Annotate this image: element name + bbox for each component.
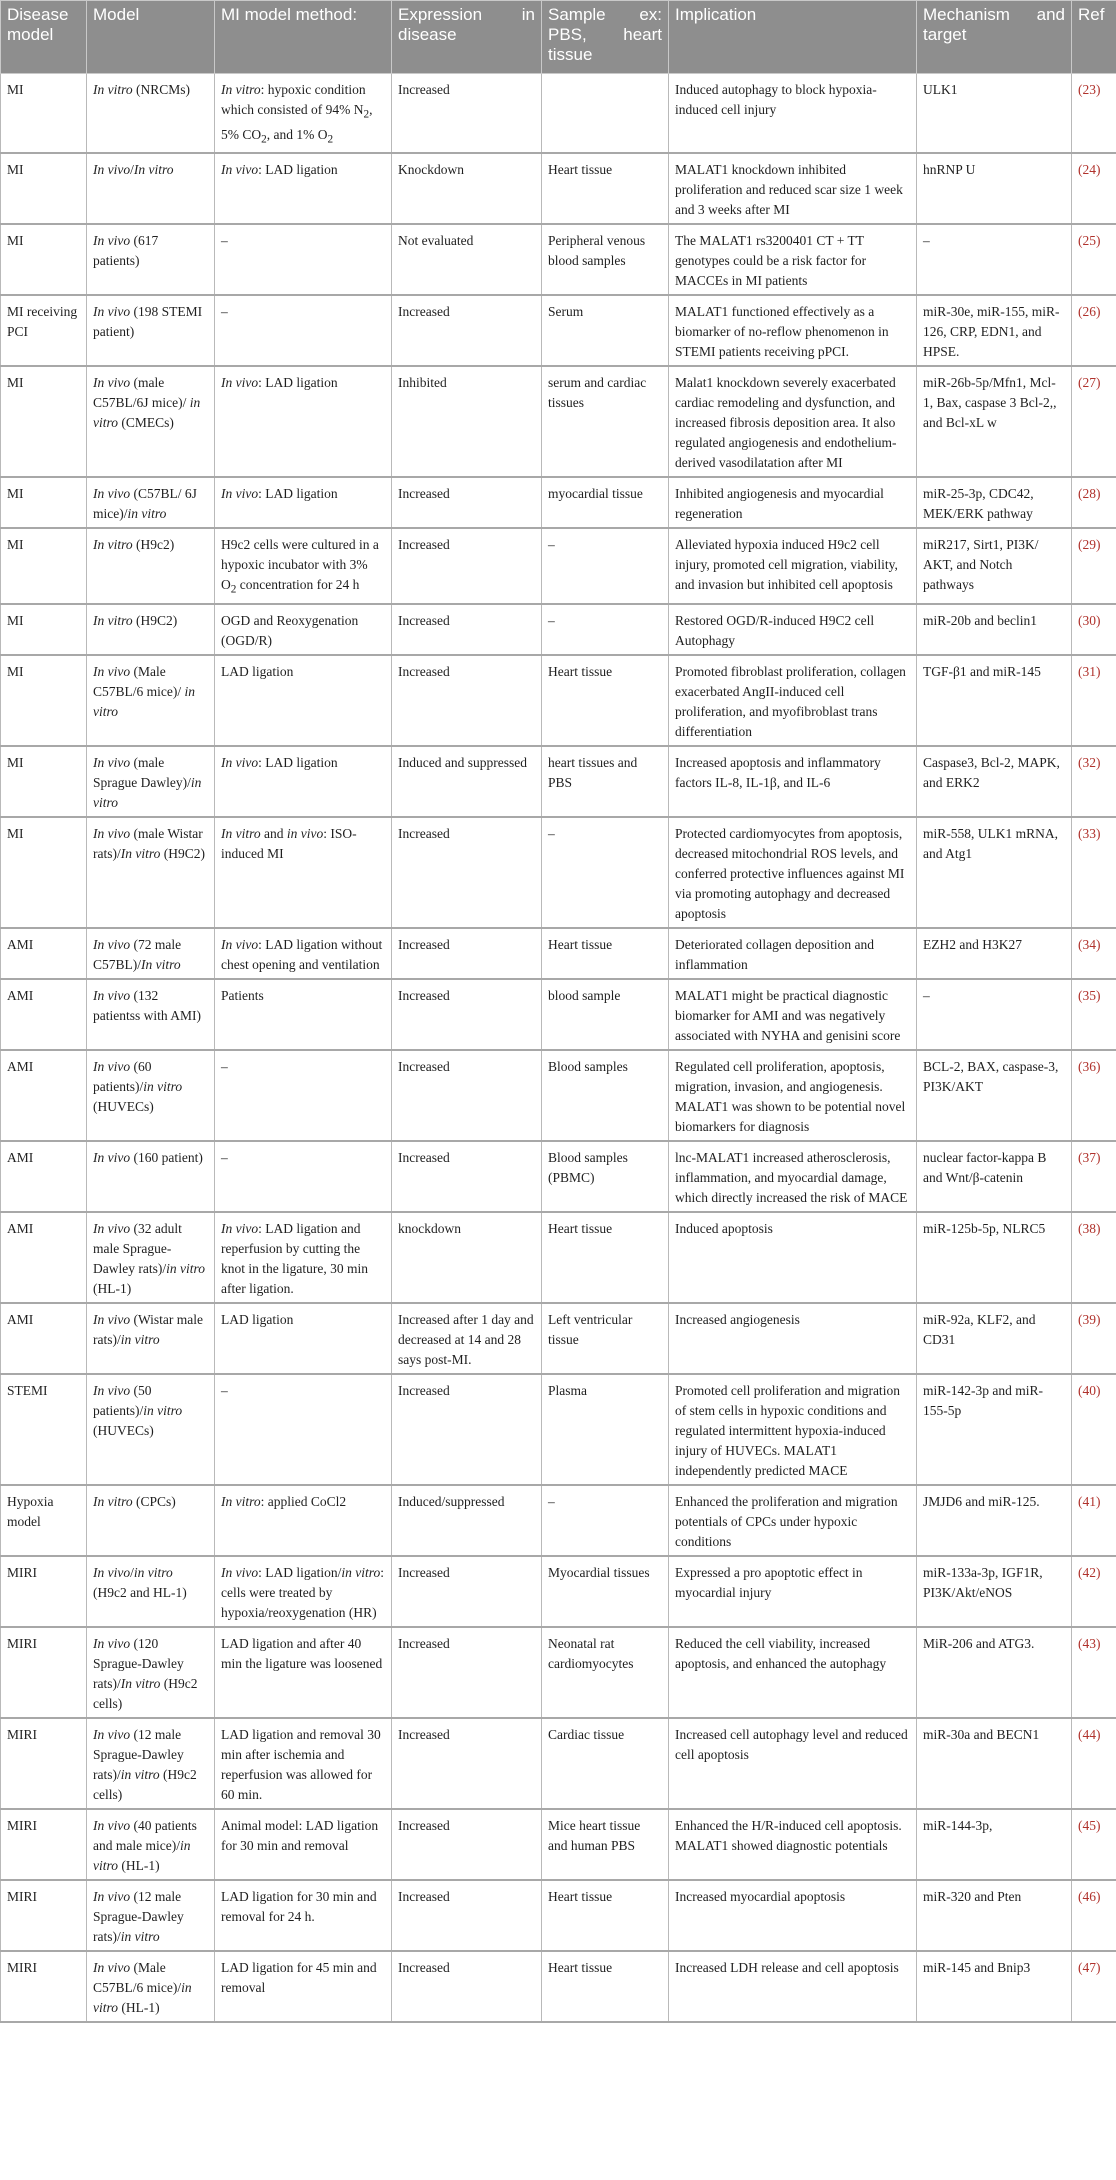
table-row <box>1 153 1116 224</box>
table-row <box>1 1303 1116 1374</box>
cell-mechanism: TGF-β1 and miR-145 <box>917 655 1072 746</box>
cell-sample: Heart tissue <box>542 1880 669 1951</box>
cell-mi-method: In vivo: LAD ligation <box>215 153 392 224</box>
cell-ref[interactable]: (37) <box>1072 1141 1116 1212</box>
cell-disease-model: Hypoxia model <box>1 1485 87 1556</box>
cell-implication: Enhanced the H/R-induced cell apoptosis. MALAT1 showed diagnostic potentials <box>669 1809 917 1880</box>
cell-sample: heart tissues and PBS <box>542 746 669 817</box>
table-row <box>1 1718 1116 1809</box>
cell-expression: Increased <box>392 928 542 979</box>
cell-disease-model: MI <box>1 224 87 295</box>
cell-mi-method: OGD and Reoxygenation (OGD/R) <box>215 604 392 655</box>
cell-implication: Induced apoptosis <box>669 1212 917 1303</box>
cell-mechanism: miR-133a-3p, IGF1R, PI3K/Akt/eNOS <box>917 1556 1072 1627</box>
cell-ref[interactable]: (43) <box>1072 1627 1116 1718</box>
cell-mi-method: – <box>215 1141 392 1212</box>
cell-mi-method: In vivo: LAD ligation without chest opening and ventilation <box>215 928 392 979</box>
cell-implication: Increased myocardial apoptosis <box>669 1880 917 1951</box>
cell-disease-model: AMI <box>1 1141 87 1212</box>
cell-mechanism: EZH2 and H3K27 <box>917 928 1072 979</box>
cell-expression: Increased <box>392 1556 542 1627</box>
cell-mechanism: Caspase3, Bcl-2, MAPK, and ERK2 <box>917 746 1072 817</box>
cell-mi-method: In vivo: LAD ligation and reperfusion by cutting the knot in the ligature, 30 min after ligation. <box>215 1212 392 1303</box>
cell-sample: Heart tissue <box>542 655 669 746</box>
cell-ref[interactable]: (26) <box>1072 295 1116 366</box>
cell-mechanism: miR-30e, miR-155, miR-126, CRP, EDN1, and HPSE. <box>917 295 1072 366</box>
cell-sample <box>542 74 669 154</box>
table-row <box>1 224 1116 295</box>
cell-sample: Serum <box>542 295 669 366</box>
cell-expression: Increased <box>392 604 542 655</box>
cell-disease-model: MI <box>1 74 87 154</box>
cell-mi-method: LAD ligation for 30 min and removal for 24 h. <box>215 1880 392 1951</box>
cell-mi-method: – <box>215 295 392 366</box>
cell-sample: – <box>542 604 669 655</box>
cell-mechanism: miR-558, ULK1 mRNA, and Atg1 <box>917 817 1072 928</box>
cell-model: In vivo (60 patients)/in vitro (HUVECs) <box>87 1050 215 1141</box>
cell-model: In vitro (H9c2) <box>87 528 215 604</box>
table-row <box>1 477 1116 528</box>
cell-implication: MALAT1 might be practical diagnostic biomarker for AMI and was negatively associated with NYHA and genisini score <box>669 979 917 1050</box>
cell-mechanism: – <box>917 979 1072 1050</box>
cell-sample: Heart tissue <box>542 1212 669 1303</box>
cell-disease-model: MI <box>1 528 87 604</box>
cell-expression: Increased <box>392 1880 542 1951</box>
cell-ref[interactable]: (42) <box>1072 1556 1116 1627</box>
header-implication: Implication <box>669 1 917 74</box>
cell-ref[interactable]: (27) <box>1072 366 1116 477</box>
cell-mechanism: miR-144-3p, <box>917 1809 1072 1880</box>
header-ref: Ref <box>1072 1 1116 74</box>
table-row <box>1 1374 1116 1485</box>
header-expression: Expression in disease <box>392 1 542 74</box>
cell-ref[interactable]: (47) <box>1072 1951 1116 2022</box>
cell-implication: Increased apoptosis and inflammatory factors IL-8, IL-1β, and IL-6 <box>669 746 917 817</box>
table-row <box>1 928 1116 979</box>
cell-mechanism: MiR-206 and ATG3. <box>917 1627 1072 1718</box>
cell-model: In vivo/in vitro (H9c2 and HL-1) <box>87 1556 215 1627</box>
cell-mechanism: miR-320 and Pten <box>917 1880 1072 1951</box>
cell-model: In vivo (male C57BL/6J mice)/ in vitro (CMECs) <box>87 366 215 477</box>
cell-model: In vivo (C57BL/ 6J mice)/in vitro <box>87 477 215 528</box>
cell-mechanism: miR-125b-5p, NLRC5 <box>917 1212 1072 1303</box>
cell-mechanism: ULK1 <box>917 74 1072 154</box>
cell-implication: MALAT1 functioned effectively as a biomarker of no-reflow phenomenon in STEMI patients receiving pPCI. <box>669 295 917 366</box>
cell-expression: Knockdown <box>392 153 542 224</box>
cell-sample: Heart tissue <box>542 153 669 224</box>
cell-mechanism: – <box>917 224 1072 295</box>
cell-implication: Enhanced the proliferation and migration potentials of CPCs under hypoxic conditions <box>669 1485 917 1556</box>
cell-mechanism: miR-92a, KLF2, and CD31 <box>917 1303 1072 1374</box>
cell-mechanism: hnRNP U <box>917 153 1072 224</box>
cell-disease-model: MI <box>1 817 87 928</box>
table-row <box>1 1141 1116 1212</box>
cell-model: In vivo/In vitro <box>87 153 215 224</box>
cell-implication: Inhibited angiogenesis and myocardial regeneration <box>669 477 917 528</box>
cell-disease-model: MI <box>1 604 87 655</box>
cell-ref[interactable]: (36) <box>1072 1050 1116 1141</box>
cell-ref[interactable]: (28) <box>1072 477 1116 528</box>
cell-implication: Increased LDH release and cell apoptosis <box>669 1951 917 2022</box>
cell-expression: Increased <box>392 1374 542 1485</box>
cell-disease-model: AMI <box>1 1050 87 1141</box>
cell-ref[interactable]: (44) <box>1072 1718 1116 1809</box>
cell-disease-model: MIRI <box>1 1718 87 1809</box>
cell-disease-model: MIRI <box>1 1556 87 1627</box>
table-row <box>1 295 1116 366</box>
cell-disease-model: AMI <box>1 1303 87 1374</box>
cell-sample: Mice heart tissue and human PBS <box>542 1809 669 1880</box>
cell-disease-model: MI <box>1 655 87 746</box>
cell-disease-model: MIRI <box>1 1880 87 1951</box>
cell-expression: Increased <box>392 1718 542 1809</box>
table-row <box>1 1212 1116 1303</box>
cell-mi-method: In vitro and in vivo: ISO-induced MI <box>215 817 392 928</box>
cell-expression: Increased <box>392 477 542 528</box>
cell-expression: Increased <box>392 979 542 1050</box>
cell-sample: serum and cardiac tissues <box>542 366 669 477</box>
cell-ref[interactable]: (33) <box>1072 817 1116 928</box>
cell-disease-model: MI <box>1 477 87 528</box>
cell-sample: Cardiac tissue <box>542 1718 669 1809</box>
cell-implication: Induced autophagy to block hypoxia-induced cell injury <box>669 74 917 154</box>
cell-disease-model: AMI <box>1 1212 87 1303</box>
cell-implication: Restored OGD/R-induced H9C2 cell Autophagy <box>669 604 917 655</box>
cell-mechanism: nuclear factor-kappa B and Wnt/β-catenin <box>917 1141 1072 1212</box>
cell-mi-method: – <box>215 1050 392 1141</box>
table-body <box>1 74 1116 2023</box>
cell-expression: Induced/suppressed <box>392 1485 542 1556</box>
cell-expression: Induced and suppressed <box>392 746 542 817</box>
cell-disease-model: MI <box>1 366 87 477</box>
table-row <box>1 1951 1116 2022</box>
cell-model: In vivo (12 male Sprague-Dawley rats)/in vitro (H9c2 cells) <box>87 1718 215 1809</box>
cell-implication: The MALAT1 rs3200401 CT + TT genotypes could be a risk factor for MACCEs in MI patients <box>669 224 917 295</box>
cell-mi-method: In vivo: LAD ligation <box>215 366 392 477</box>
cell-ref[interactable]: (32) <box>1072 746 1116 817</box>
cell-implication: Malat1 knockdown severely exacerbated cardiac remodeling and dysfunction, and increased fibrosis deposition area. It also regulated angiogenesis and endothelium-derived vasodilatation after MI <box>669 366 917 477</box>
cell-model: In vivo (32 adult male Sprague-Dawley rats)/in vitro (HL-1) <box>87 1212 215 1303</box>
cell-disease-model: MIRI <box>1 1809 87 1880</box>
cell-mechanism: miR217, Sirt1, PI3K/ AKT, and Notch pathways <box>917 528 1072 604</box>
cell-implication: lnc-MALAT1 increased atherosclerosis, inflammation, and myocardial damage, which directly increased the risk of MACE <box>669 1141 917 1212</box>
cell-mechanism: JMJD6 and miR-125. <box>917 1485 1072 1556</box>
cell-mi-method: In vitro: applied CoCl2 <box>215 1485 392 1556</box>
table-row <box>1 1880 1116 1951</box>
cell-disease-model: STEMI <box>1 1374 87 1485</box>
cell-model: In vivo (male Sprague Dawley)/in vitro <box>87 746 215 817</box>
cell-sample: Heart tissue <box>542 1951 669 2022</box>
cell-disease-model: MIRI <box>1 1627 87 1718</box>
cell-ref[interactable]: (40) <box>1072 1374 1116 1485</box>
table-row <box>1 1485 1116 1556</box>
header-disease-model: Disease model <box>1 1 87 74</box>
cell-sample: Neonatal rat cardiomyocytes <box>542 1627 669 1718</box>
cell-disease-model: MIRI <box>1 1951 87 2022</box>
cell-ref[interactable]: (35) <box>1072 979 1116 1050</box>
cell-model: In vivo (72 male C57BL)/In vitro <box>87 928 215 979</box>
cell-disease-model: AMI <box>1 979 87 1050</box>
header-mi-method: MI model method: <box>215 1 392 74</box>
cell-sample: myocardial tissue <box>542 477 669 528</box>
cell-mi-method: LAD ligation and after 40 min the ligature was loosened <box>215 1627 392 1718</box>
cell-sample: – <box>542 817 669 928</box>
table-row <box>1 1050 1116 1141</box>
cell-disease-model: MI <box>1 746 87 817</box>
cell-sample: Blood samples <box>542 1050 669 1141</box>
cell-sample: Plasma <box>542 1374 669 1485</box>
cell-implication: Increased angiogenesis <box>669 1303 917 1374</box>
cell-implication: Alleviated hypoxia induced H9c2 cell injury, promoted cell migration, viability, and invasion but inhibited cell apoptosis <box>669 528 917 604</box>
table-row <box>1 528 1116 604</box>
cell-implication: Reduced the cell viability, increased apoptosis, and enhanced the autophagy <box>669 1627 917 1718</box>
cell-implication: Protected cardiomyocytes from apoptosis, decreased mitochondrial ROS levels, and conferred protective influences against MI via promoting autophagy and decreased apoptosis <box>669 817 917 928</box>
cell-mechanism: BCL-2, BAX, caspase-3, PI3K/AKT <box>917 1050 1072 1141</box>
table-row <box>1 604 1116 655</box>
cell-mi-method: LAD ligation for 45 min and removal <box>215 1951 392 2022</box>
cell-ref[interactable]: (39) <box>1072 1303 1116 1374</box>
cell-model: In vivo (40 patients and male mice)/in vitro (HL-1) <box>87 1809 215 1880</box>
cell-mi-method: H9c2 cells were cultured in a hypoxic incubator with 3% $O_2$ concentration for 24 h <box>215 528 392 604</box>
cell-expression: Not evaluated <box>392 224 542 295</box>
cell-implication: Deteriorated collagen deposition and inflammation <box>669 928 917 979</box>
table-row <box>1 817 1116 928</box>
cell-sample: Left ventricular tissue <box>542 1303 669 1374</box>
cell-expression: Increased after 1 day and decreased at 14 and 28 says post-MI. <box>392 1303 542 1374</box>
header-sample: Sample ex: PBS, heart tissue <box>542 1 669 74</box>
cell-mechanism: miR-145 and Bnip3 <box>917 1951 1072 2022</box>
cell-ref[interactable]: (25) <box>1072 224 1116 295</box>
cell-ref[interactable]: (30) <box>1072 604 1116 655</box>
cell-expression: Increased <box>392 1809 542 1880</box>
cell-model: In vitro (NRCMs) <box>87 74 215 154</box>
cell-implication: Promoted fibroblast proliferation, collagen exacerbated AngII-induced cell proliferation, and myofibroblast trans differentiation <box>669 655 917 746</box>
cell-mi-method: Patients <box>215 979 392 1050</box>
cell-ref[interactable]: (46) <box>1072 1880 1116 1951</box>
table-row <box>1 1627 1116 1718</box>
cell-sample: – <box>542 528 669 604</box>
cell-expression: Increased <box>392 528 542 604</box>
cell-model: In vivo (Wistar male rats)/in vitro <box>87 1303 215 1374</box>
table-row <box>1 1556 1116 1627</box>
table-row <box>1 655 1116 746</box>
cell-sample: Myocardial tissues <box>542 1556 669 1627</box>
cell-implication: Expressed a pro apoptotic effect in myocardial injury <box>669 1556 917 1627</box>
cell-sample: Peripheral venous blood samples <box>542 224 669 295</box>
cell-model: In vivo (132 patientss with AMI) <box>87 979 215 1050</box>
cell-ref[interactable]: (29) <box>1072 528 1116 604</box>
cell-model: In vivo (198 STEMI patient) <box>87 295 215 366</box>
cell-implication: Promoted cell proliferation and migration of stem cells in hypoxic conditions and regulated intermittent hypoxia-induced injury of HUVECs. MALAT1 independently predicted MACE <box>669 1374 917 1485</box>
cell-ref[interactable]: (38) <box>1072 1212 1116 1303</box>
header-mechanism: Mechanism and target <box>917 1 1072 74</box>
cell-ref[interactable]: (34) <box>1072 928 1116 979</box>
cell-implication: MALAT1 knockdown inhibited proliferation and reduced scar size 1 week and 3 weeks after MI <box>669 153 917 224</box>
cell-model: In vivo (617 patients) <box>87 224 215 295</box>
cell-expression: Increased <box>392 1951 542 2022</box>
cell-model: In vivo (50 patients)/in vitro (HUVECs) <box>87 1374 215 1485</box>
cell-mechanism: miR-26b-5p/Mfn1, Mcl-1, Bax, caspase 3 Bcl-2,, and Bcl-xL w <box>917 366 1072 477</box>
cell-mi-method: Animal model: LAD ligation for 30 min and removal <box>215 1809 392 1880</box>
cell-expression: Increased <box>392 74 542 154</box>
cell-expression: Increased <box>392 1141 542 1212</box>
cell-mi-method: In vivo: LAD ligation/in vitro: cells were treated by hypoxia/reoxygenation (HR) <box>215 1556 392 1627</box>
cell-expression: Increased <box>392 1050 542 1141</box>
cell-implication: Regulated cell proliferation, apoptosis, migration, invasion, and angiogenesis. MALAT1 was shown to be potential novel biomarkers for diagnosis <box>669 1050 917 1141</box>
cell-model: In vivo (male Wistar rats)/In vitro (H9C2) <box>87 817 215 928</box>
cell-mi-method: In vivo: LAD ligation <box>215 746 392 817</box>
cell-sample: Heart tissue <box>542 928 669 979</box>
cell-disease-model: AMI <box>1 928 87 979</box>
cell-model: In vivo (160 patient) <box>87 1141 215 1212</box>
cell-ref[interactable]: (23) <box>1072 74 1116 154</box>
cell-mechanism: miR-20b and beclin1 <box>917 604 1072 655</box>
cell-expression: Inhibited <box>392 366 542 477</box>
cell-mi-method: LAD ligation <box>215 1303 392 1374</box>
table-row <box>1 979 1116 1050</box>
cell-implication: Increased cell autophagy level and reduced cell apoptosis <box>669 1718 917 1809</box>
table-row <box>1 74 1116 154</box>
cell-mi-method: – <box>215 224 392 295</box>
table-row <box>1 366 1116 477</box>
cell-ref[interactable]: (31) <box>1072 655 1116 746</box>
cell-mi-method: LAD ligation <box>215 655 392 746</box>
cell-mi-method: In vitro: hypoxic condition which consisted of 94% $N_2$, 5% $CO_2$, and 1% $O_2$ <box>215 74 392 154</box>
cell-expression: Increased <box>392 295 542 366</box>
cell-ref[interactable]: (41) <box>1072 1485 1116 1556</box>
table-row <box>1 746 1116 817</box>
cell-disease-model: MI <box>1 153 87 224</box>
cell-sample: Blood samples (PBMC) <box>542 1141 669 1212</box>
cell-mi-method: LAD ligation and removal 30 min after ischemia and reperfusion was allowed for 60 min. <box>215 1718 392 1809</box>
cell-mi-method: In vivo: LAD ligation <box>215 477 392 528</box>
cell-disease-model: MI receiving PCI <box>1 295 87 366</box>
cell-expression: knockdown <box>392 1212 542 1303</box>
cell-model: In vivo (120 Sprague-Dawley rats)/In vitro (H9c2 cells) <box>87 1627 215 1718</box>
cell-mechanism: miR-30a and BECN1 <box>917 1718 1072 1809</box>
cell-expression: Increased <box>392 655 542 746</box>
table-row <box>1 1809 1116 1880</box>
cell-ref[interactable]: (24) <box>1072 153 1116 224</box>
cell-model: In vivo (12 male Sprague-Dawley rats)/in vitro <box>87 1880 215 1951</box>
cell-model: In vitro (H9C2) <box>87 604 215 655</box>
header-model: Model <box>87 1 215 74</box>
cell-mi-method: – <box>215 1374 392 1485</box>
cell-model: In vitro (CPCs) <box>87 1485 215 1556</box>
cell-model: In vivo (Male C57BL/6 mice)/ in vitro <box>87 655 215 746</box>
cell-mechanism: miR-25-3p, CDC42, MEK/ERK pathway <box>917 477 1072 528</box>
cell-expression: Increased <box>392 1627 542 1718</box>
cell-model: In vivo (Male C57BL/6 mice)/in vitro (HL-1) <box>87 1951 215 2022</box>
cell-expression: Increased <box>392 817 542 928</box>
header-row <box>1 1 1116 74</box>
cell-sample: – <box>542 1485 669 1556</box>
cell-sample: blood sample <box>542 979 669 1050</box>
cell-ref[interactable]: (45) <box>1072 1809 1116 1880</box>
cell-mechanism: miR-142-3p and miR-155-5p <box>917 1374 1072 1485</box>
